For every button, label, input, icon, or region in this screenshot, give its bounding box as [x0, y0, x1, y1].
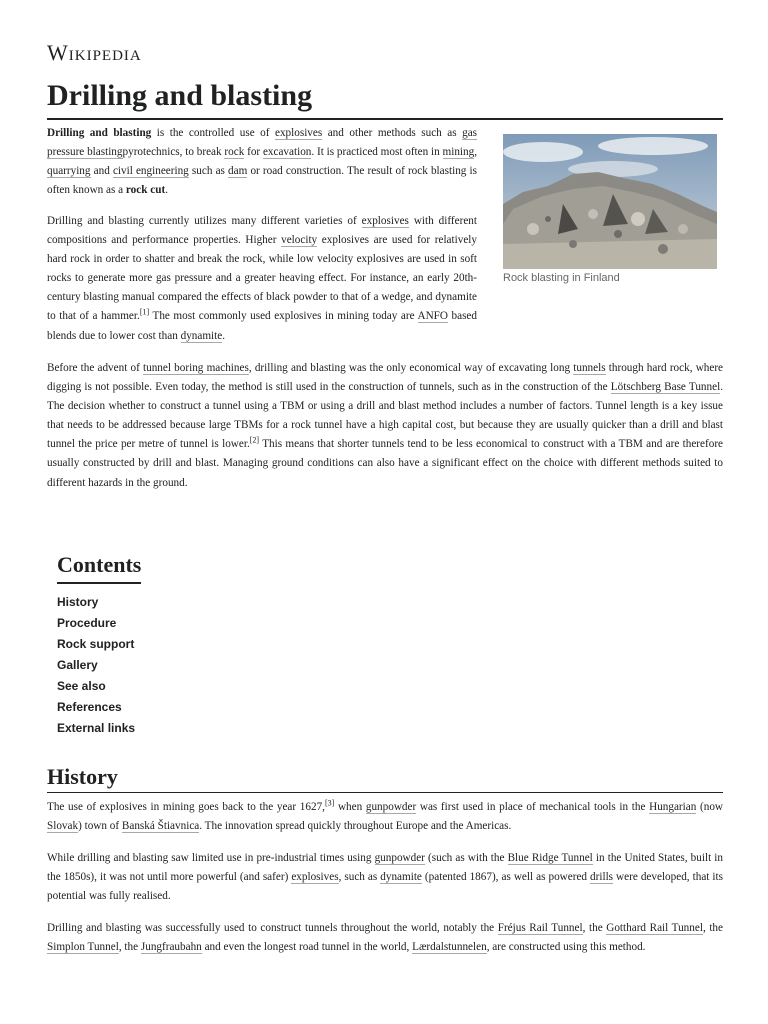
link-banska-stiavnica[interactable]: Banská Štiavnica	[121, 820, 200, 833]
toc-title: Contents	[57, 550, 141, 584]
link-tunnels[interactable]: tunnels	[573, 362, 606, 374]
link-mining[interactable]: mining	[442, 146, 475, 159]
toc-item-external-links[interactable]: External links	[57, 721, 136, 735]
link-simplon-tunnel[interactable]: Simplon Tunnel	[47, 941, 119, 954]
toc-item-rock-support[interactable]: Rock support	[57, 637, 135, 651]
intro-paragraph-2: Drilling and blasting currently utilizes many different varieties of explosives with different compositions and performance properties. Higher velocity explosives are used for relatively hard rock in order to shatter and break the rock, while low velocity explosives are used in soft rocks to generate more gas pressure and a greater heaving effect. For instance, an early 20th-century blasting manual compared the effects of black powder to that of a wedge, and dynamite to that of a hammer.[1] The most commonly used explosives in mining today are ANFO based blends due to lower cost than dynamite.	[47, 215, 477, 342]
intro-paragraph-3: Before the advent of tunnel boring machines, drilling and blasting was the only economical way of excavating long tunnels through hard rock, where digging is not possible. Even today, the method is still used in the construction of tunnels, such as in the construction of the Lötschberg Base Tunnel. The decision whether to construct a tunnel using a TBM or using a drill and blast method includes a number of factors. Tunnel length is a key issue that needs to be addressed because large TBMs for a rock tunnel have a high capital cost, but because they are usually quicker than a drill and blast tunnel the price per metre of tunnel is lower.[2] This means that shorter tunnels tend to be less economical to construct with a TBM and are therefore usually constructed by drill and blast. Managing ground conditions can also have a significant effect on the choice with different methods suited to different hazards in the ground.	[47, 362, 724, 489]
link-dynamite-2[interactable]: dynamite	[380, 871, 422, 884]
toc-item-see-also[interactable]: See also	[57, 679, 106, 693]
link-velocity[interactable]: velocity	[281, 234, 318, 247]
rock-blasting-photo[interactable]	[503, 134, 717, 269]
bold-rock-cut: rock cut	[125, 184, 166, 197]
link-rock[interactable]: rock	[224, 146, 245, 159]
history-paragraph-3: Drilling and blasting was successfully used to construct tunnels throughout the world, notably the Fréjus Rail Tunnel, the Gotthard Rail Tunnel, the Simplon Tunnel, the Jungfraubahn and even the longest road tunnel in the world, Lærdalstunnelen, are constructed using this method.	[47, 922, 723, 954]
link-explosives-2[interactable]: explosives	[361, 215, 409, 227]
history-paragraph-1: The use of explosives in mining goes back to the year 1627,[3] when gunpowder was first used in place of mechanical tools in the Hungarian (now Slovak) town of Banská Štiavnica. The innovation spread quickly throughout Europe and the Americas.	[47, 798, 723, 833]
reference-2[interactable]: [2]	[249, 435, 260, 445]
link-slovak[interactable]: Slovak	[47, 820, 79, 833]
bold-term: Drilling and blasting	[47, 127, 152, 139]
link-hungarian[interactable]: Hungarian	[649, 801, 697, 813]
toc-item-gallery[interactable]: Gallery	[57, 658, 98, 672]
toc-item-procedure[interactable]: Procedure	[57, 616, 117, 630]
link-explosives[interactable]: explosives	[274, 127, 323, 139]
toc-list	[57, 592, 141, 739]
link-gunpowder-2[interactable]: gunpowder	[374, 852, 425, 864]
link-laerdalstunnelen[interactable]: Lærdalstunnelen	[412, 941, 487, 954]
link-quarrying[interactable]: quarrying	[47, 165, 91, 178]
link-gunpowder[interactable]: gunpowder	[365, 801, 417, 813]
link-lotschberg-base-tunnel[interactable]: Lötschberg Base Tunnel	[610, 381, 721, 394]
link-gas-pressure-blasting[interactable]: gas pressure blasting	[47, 127, 478, 159]
history-paragraph-2: While drilling and blasting saw limited use in pre-industrial times using gunpowder (such as with the Blue Ridge Tunnel in the United States, built in the 1850s), it was not until more powerful (and safer) explosives, such as dynamite (patented 1867), as well as powered drills were developed, that its potential was fully realised.	[47, 852, 724, 903]
link-jungfraubahn[interactable]: Jungfraubahn	[140, 941, 202, 954]
link-civil-engineering[interactable]: civil engineering	[112, 165, 189, 178]
toc-item-references[interactable]: References	[57, 700, 122, 714]
reference-1[interactable]: [1]	[139, 307, 150, 317]
intro-paragraph-1: Drilling and blasting is the controlled use of explosives and other methods such as gas pressure blastingpyrotechnics, to break rock for excavation. It is practiced most often in mining, quarrying and civil engineering such as dam or road construction. The result of rock blasting is often known as a rock cut.	[47, 127, 478, 197]
link-drills[interactable]: drills	[590, 871, 614, 884]
link-gotthard-rail-tunnel[interactable]: Gotthard Rail Tunnel	[606, 922, 703, 934]
page-title: Drilling and blasting	[47, 77, 723, 120]
link-dam[interactable]: dam	[228, 165, 248, 178]
reference-3[interactable]: [3]	[324, 798, 335, 808]
link-blue-ridge-tunnel[interactable]: Blue Ridge Tunnel	[507, 852, 593, 864]
rock-blasting-figure	[503, 134, 717, 284]
link-anfo[interactable]: ANFO	[417, 310, 448, 323]
table-of-contents	[57, 550, 141, 739]
toc-item-history[interactable]: History	[57, 595, 99, 609]
link-dynamite[interactable]: dynamite	[180, 329, 223, 342]
link-excavation[interactable]: excavation	[262, 146, 312, 159]
figure-caption: Rock blasting in Finland	[503, 272, 620, 284]
link-frejus-rail-tunnel[interactable]: Fréjus Rail Tunnel	[497, 922, 583, 934]
link-tunnel-boring-machines[interactable]: tunnel boring machines	[143, 362, 249, 374]
link-explosives-3[interactable]: explosives	[291, 871, 339, 884]
wikipedia-logo[interactable]: Wikipedia	[47, 40, 142, 65]
history-heading: History	[47, 763, 723, 793]
